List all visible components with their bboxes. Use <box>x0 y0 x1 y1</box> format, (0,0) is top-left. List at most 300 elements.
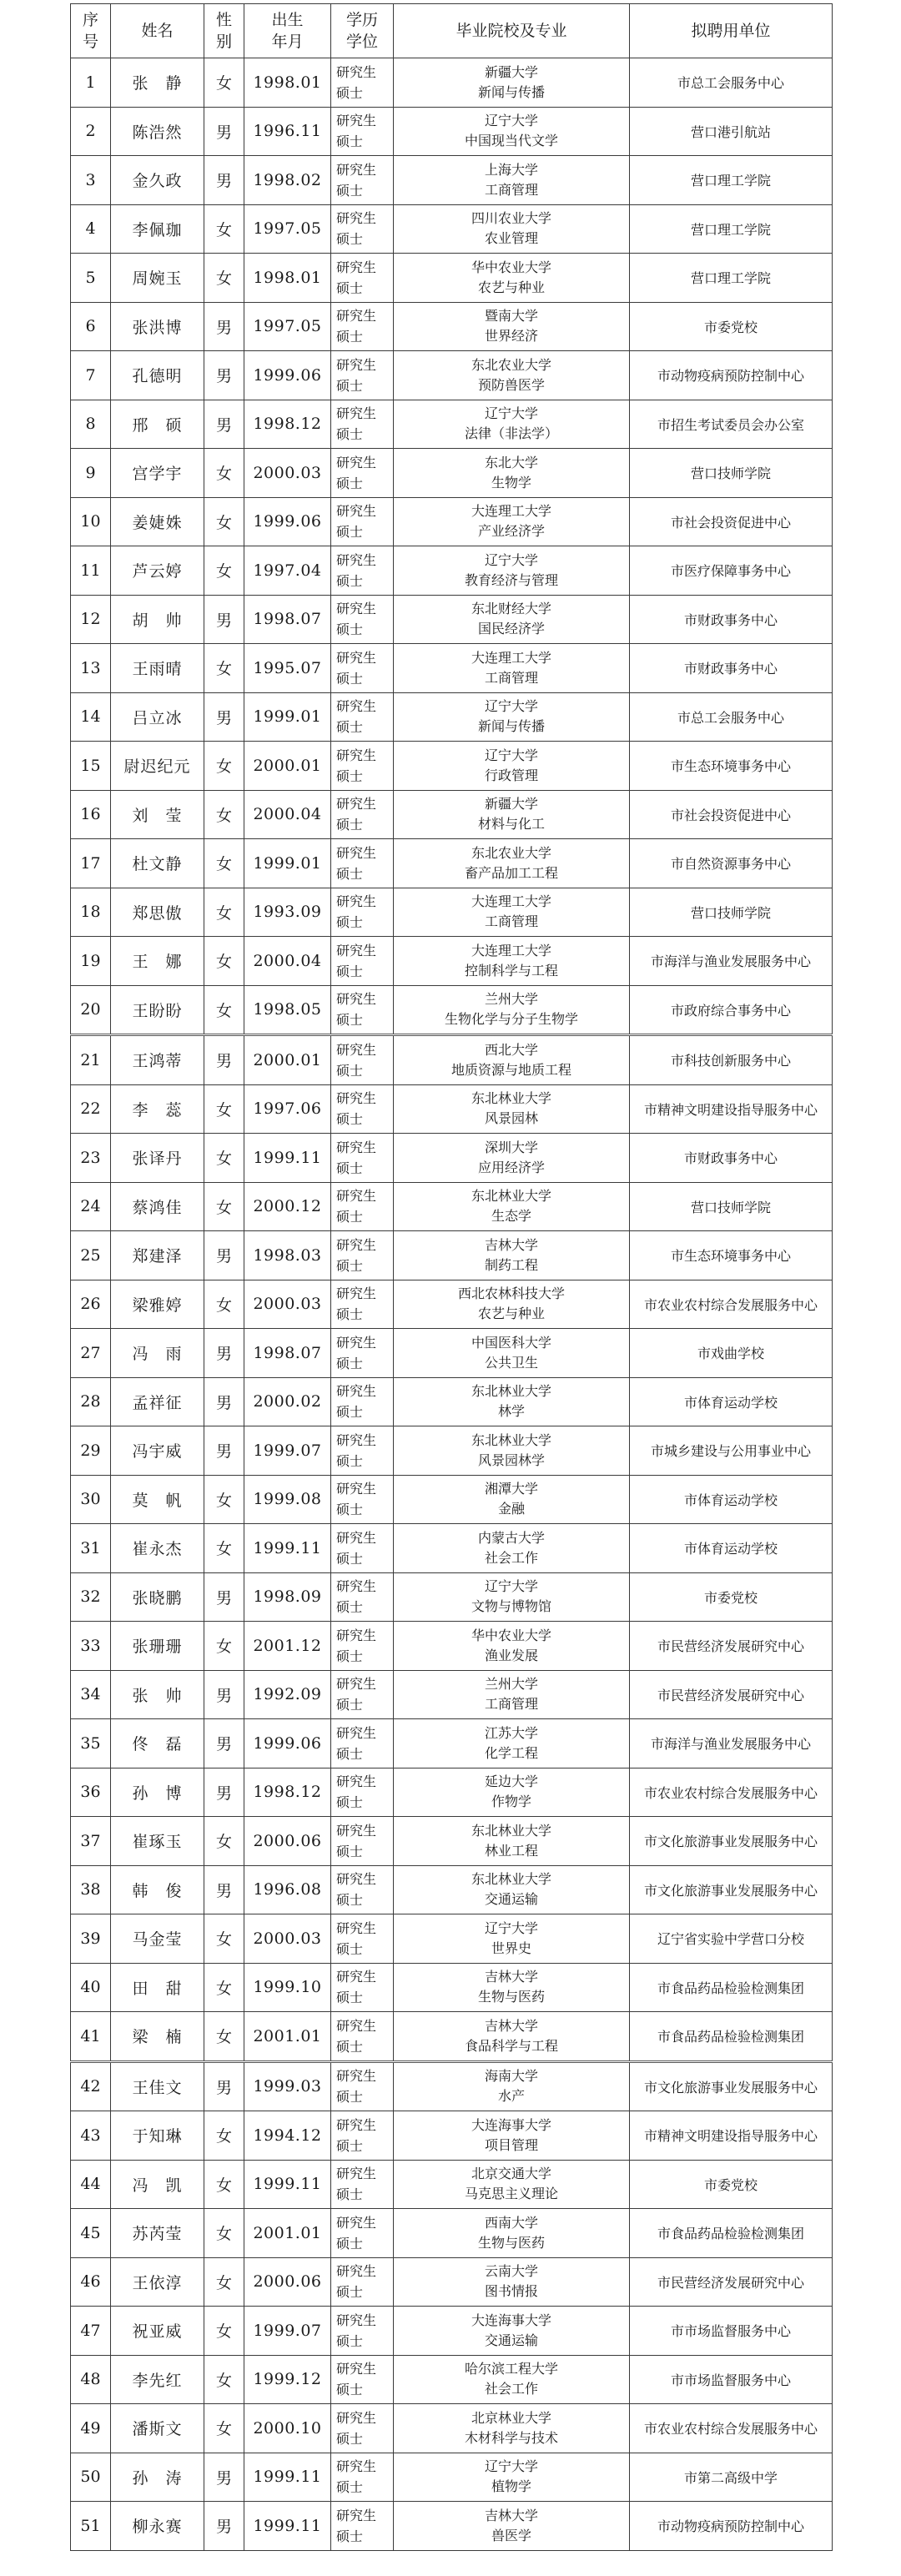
school-name: 新疆大学 <box>484 63 538 80</box>
education-level: 研究生 <box>336 113 377 129</box>
table-row <box>71 254 833 303</box>
school-name: 辽宁大学 <box>484 1578 538 1595</box>
education-level: 研究生 <box>336 1090 377 1107</box>
school-name: 西北大学 <box>484 1041 538 1058</box>
birth-month: 2000.02 <box>244 1377 331 1426</box>
education-level: 研究生 <box>336 2214 377 2231</box>
row-number: 49 <box>71 2404 111 2453</box>
degree-level: 硕士 <box>336 1648 364 1664</box>
school-and-major <box>394 595 630 644</box>
hiring-unit: 市生态环境事务中心 <box>630 1231 833 1280</box>
hiring-unit: 市民营经济发展研究中心 <box>630 2257 833 2307</box>
row-number: 51 <box>71 2502 111 2551</box>
school-name: 辽宁大学 <box>484 551 538 568</box>
school-name: 吉林大学 <box>484 2507 538 2523</box>
candidate-name: 王依淳 <box>111 2257 204 2307</box>
education-level: 研究生 <box>336 2361 377 2377</box>
table-row <box>71 2111 833 2161</box>
school-name: 东北财经大学 <box>471 601 551 617</box>
candidate-name: 王雨晴 <box>111 644 204 693</box>
table-row <box>71 497 833 546</box>
table-row <box>71 400 833 449</box>
education-degree <box>331 254 394 303</box>
candidate-sex: 女 <box>204 2209 244 2258</box>
degree-level: 硕士 <box>336 914 364 931</box>
candidate-name: 张译丹 <box>111 1134 204 1183</box>
degree-level: 硕士 <box>336 572 364 589</box>
hiring-unit: 市社会投资促进中心 <box>630 497 833 546</box>
candidate-name: 孔德明 <box>111 351 204 400</box>
hiring-unit: 市戏曲学校 <box>630 1329 833 1378</box>
degree-level: 硕士 <box>336 2186 364 2203</box>
degree-level: 硕士 <box>336 1160 364 1176</box>
major-name: 食品科学与工程 <box>464 2037 558 2054</box>
education-level: 研究生 <box>336 942 377 958</box>
table-row <box>71 692 833 742</box>
education-degree <box>331 1182 394 1231</box>
school-and-major <box>394 790 630 839</box>
table-row <box>71 1768 833 1817</box>
major-name: 文物与博物馆 <box>471 1598 551 1615</box>
school-and-major <box>394 1817 630 1866</box>
candidate-sex: 男 <box>204 1719 244 1768</box>
table-body <box>71 58 833 2551</box>
education-degree <box>331 2012 394 2062</box>
birth-month: 1998.05 <box>244 985 331 1035</box>
school-and-major <box>394 156 630 205</box>
degree-level: 硕士 <box>336 2332 364 2349</box>
birth-month: 1997.05 <box>244 204 331 254</box>
education-degree <box>331 1377 394 1426</box>
school-and-major <box>394 985 630 1035</box>
candidate-sex: 男 <box>204 107 244 156</box>
birth-month: 2000.01 <box>244 742 331 791</box>
education-level: 研究生 <box>336 601 377 617</box>
hiring-unit: 市委党校 <box>630 1572 833 1622</box>
education-level: 研究生 <box>336 2458 377 2475</box>
birth-month: 1998.12 <box>244 1768 331 1817</box>
candidate-sex: 男 <box>204 156 244 205</box>
school-and-major <box>394 2012 630 2062</box>
school-name: 深圳大学 <box>484 1139 538 1155</box>
candidate-sex: 女 <box>204 790 244 839</box>
hiring-unit: 市生态环境事务中心 <box>630 742 833 791</box>
education-level: 研究生 <box>336 2116 377 2133</box>
education-degree <box>331 985 394 1035</box>
degree-level: 硕士 <box>336 182 364 199</box>
hiring-unit: 市海洋与渔业发展服务中心 <box>630 1719 833 1768</box>
candidate-sex: 女 <box>204 1134 244 1183</box>
degree-level: 硕士 <box>336 1306 364 1323</box>
education-degree <box>331 156 394 205</box>
table-row <box>71 58 833 108</box>
hiring-unit: 市动物疫病预防控制中心 <box>630 351 833 400</box>
school-and-major <box>394 1670 630 1719</box>
candidate-sex: 男 <box>204 1377 244 1426</box>
school-and-major <box>394 204 630 254</box>
birth-month: 2001.12 <box>244 1622 331 1671</box>
birth-month: 1997.06 <box>244 1084 331 1134</box>
major-name: 生物与医药 <box>477 1989 545 2005</box>
row-number: 45 <box>71 2209 111 2258</box>
candidate-name: 冯 雨 <box>111 1329 204 1378</box>
row-number: 21 <box>71 1035 111 1085</box>
table-row <box>71 1475 833 1524</box>
school-and-major <box>394 449 630 498</box>
education-degree <box>331 1865 394 1914</box>
candidate-name: 冯 凯 <box>111 2160 204 2209</box>
school-name: 北京林业大学 <box>471 2409 551 2426</box>
table-row <box>71 2307 833 2356</box>
hiring-unit: 市招生考试委员会办公室 <box>630 400 833 449</box>
school-name: 内蒙古大学 <box>477 1529 545 1546</box>
education-degree <box>331 742 394 791</box>
school-name: 大连理工大学 <box>471 503 551 520</box>
degree-level: 硕士 <box>336 2528 364 2544</box>
major-name: 材料与化工 <box>477 816 545 833</box>
major-name: 图书情报 <box>484 2283 538 2300</box>
education-degree <box>331 497 394 546</box>
education-level: 研究生 <box>336 1334 377 1351</box>
row-number: 23 <box>71 1134 111 1183</box>
education-degree <box>331 1524 394 1573</box>
education-degree <box>331 351 394 400</box>
hiring-unit: 市体育运动学校 <box>630 1377 833 1426</box>
school-and-major <box>394 644 630 693</box>
row-number: 40 <box>71 1963 111 2012</box>
birth-month: 1999.06 <box>244 351 331 400</box>
hiring-unit: 市体育运动学校 <box>630 1475 833 1524</box>
hiring-unit: 市食品药品检验检测集团 <box>630 2012 833 2062</box>
education-degree <box>331 58 394 108</box>
education-degree <box>331 449 394 498</box>
education-level: 研究生 <box>336 210 377 227</box>
row-number: 2 <box>71 107 111 156</box>
table-row <box>71 1426 833 1476</box>
candidate-sex: 男 <box>204 1670 244 1719</box>
candidate-sex: 男 <box>204 2061 244 2111</box>
table-row <box>71 1719 833 1768</box>
school-and-major <box>394 302 630 351</box>
major-name: 世界史 <box>491 1940 531 1956</box>
row-number: 36 <box>71 1768 111 1817</box>
school-name: 大连理工大学 <box>471 942 551 958</box>
degree-level: 硕士 <box>336 1452 364 1469</box>
birth-month: 2000.04 <box>244 790 331 839</box>
degree-level: 硕士 <box>336 524 364 541</box>
education-level: 研究生 <box>336 2312 377 2328</box>
candidate-name: 刘 莹 <box>111 790 204 839</box>
education-level: 研究生 <box>336 2068 377 2085</box>
hiring-unit: 市农业农村综合发展服务中心 <box>630 1768 833 1817</box>
education-level: 研究生 <box>336 2507 377 2523</box>
candidate-sex: 女 <box>204 1182 244 1231</box>
table-row <box>71 1914 833 1964</box>
hiring-unit: 市市场监督服务中心 <box>630 2355 833 2404</box>
candidate-name: 于知琳 <box>111 2111 204 2161</box>
candidate-name: 周婉玉 <box>111 254 204 303</box>
row-number: 44 <box>71 2160 111 2209</box>
table-row <box>71 742 833 791</box>
school-and-major <box>394 1377 630 1426</box>
school-and-major <box>394 351 630 400</box>
education-level: 研究生 <box>336 308 377 325</box>
candidate-name: 梁雅婷 <box>111 1280 204 1329</box>
candidate-name: 郑思傲 <box>111 888 204 937</box>
degree-level: 硕士 <box>336 133 364 150</box>
school-name: 东北林业大学 <box>471 1188 551 1205</box>
table-row <box>71 449 833 498</box>
candidate-sex: 男 <box>204 400 244 449</box>
birth-month: 1998.01 <box>244 254 331 303</box>
education-level: 研究生 <box>336 991 377 1008</box>
hiring-unit: 辽宁省实验中学营口分校 <box>630 1914 833 1964</box>
candidate-sex: 女 <box>204 1475 244 1524</box>
major-name: 世界经济 <box>484 328 538 345</box>
table-row <box>71 1377 833 1426</box>
row-number: 34 <box>71 1670 111 1719</box>
education-level: 研究生 <box>336 2166 377 2182</box>
major-name: 国民经济学 <box>477 621 545 637</box>
candidate-name: 崔永杰 <box>111 1524 204 1573</box>
school-name: 东北林业大学 <box>471 1383 551 1400</box>
birth-month: 2000.03 <box>244 1914 331 1964</box>
table-row <box>71 1280 833 1329</box>
row-number: 43 <box>71 2111 111 2161</box>
row-number: 32 <box>71 1572 111 1622</box>
table-row <box>71 302 833 351</box>
candidate-name: 杜文静 <box>111 839 204 888</box>
birth-month: 1999.11 <box>244 1524 331 1573</box>
hiring-unit: 市委党校 <box>630 302 833 351</box>
education-degree <box>331 2111 394 2161</box>
row-number: 11 <box>71 546 111 596</box>
degree-level: 硕士 <box>336 1892 364 1909</box>
school-and-major <box>394 937 630 986</box>
major-name: 风景园林学 <box>477 1452 545 1468</box>
education-level: 研究生 <box>336 893 377 910</box>
major-name: 应用经济学 <box>477 1159 545 1175</box>
education-level: 研究生 <box>336 1041 377 1058</box>
major-name: 预防兽医学 <box>477 376 545 393</box>
school-and-major <box>394 1329 630 1378</box>
school-name: 四川农业大学 <box>471 210 551 227</box>
candidate-name: 潘斯文 <box>111 2404 204 2453</box>
candidate-sex: 女 <box>204 1963 244 2012</box>
education-degree <box>331 1280 394 1329</box>
major-name: 法律（非法学） <box>464 425 558 442</box>
major-name: 兽医学 <box>491 2527 531 2543</box>
row-number: 3 <box>71 156 111 205</box>
row-number: 19 <box>71 937 111 986</box>
education-level: 研究生 <box>336 1139 377 1155</box>
school-name: 中国医科大学 <box>471 1334 551 1351</box>
major-name: 林业工程 <box>484 1842 538 1859</box>
candidate-name: 尉迟纪元 <box>111 742 204 791</box>
degree-level: 硕士 <box>336 1404 364 1421</box>
birth-month: 1993.09 <box>244 888 331 937</box>
school-and-major <box>394 497 630 546</box>
candidate-sex: 男 <box>204 351 244 400</box>
education-degree <box>331 1426 394 1476</box>
candidate-sex: 女 <box>204 1914 244 1964</box>
school-name: 新疆大学 <box>484 796 538 813</box>
major-name: 社会工作 <box>484 1549 538 1566</box>
school-name: 吉林大学 <box>484 1969 538 1985</box>
hiring-unit: 市总工会服务中心 <box>630 58 833 108</box>
school-name: 华中农业大学 <box>471 1627 551 1643</box>
row-number: 50 <box>71 2453 111 2502</box>
degree-level: 硕士 <box>336 2038 364 2055</box>
education-level: 研究生 <box>336 1627 377 1643</box>
hiring-unit: 市体育运动学校 <box>630 1524 833 1573</box>
degree-level: 硕士 <box>336 1940 364 1957</box>
degree-level: 硕士 <box>336 865 364 882</box>
major-name: 行政管理 <box>484 767 538 783</box>
candidate-name: 孟祥征 <box>111 1377 204 1426</box>
hiring-unit: 市市场监督服务中心 <box>630 2307 833 2356</box>
school-and-major <box>394 1622 630 1671</box>
birth-month: 1999.01 <box>244 839 331 888</box>
school-and-major <box>394 546 630 596</box>
birth-month: 2000.10 <box>244 2404 331 2453</box>
degree-level: 硕士 <box>336 2479 364 2496</box>
school-name: 辽宁大学 <box>484 1919 538 1936</box>
education-level: 研究生 <box>336 405 377 422</box>
row-number: 22 <box>71 1084 111 1134</box>
education-level: 研究生 <box>336 161 377 178</box>
header-sex: 性 别 <box>204 4 244 58</box>
table-row <box>71 1963 833 2012</box>
table-row <box>71 985 833 1035</box>
school-and-major <box>394 1914 630 1964</box>
school-name: 东北林业大学 <box>471 1871 551 1888</box>
candidate-name: 芦云婷 <box>111 546 204 596</box>
candidate-name: 张洪博 <box>111 302 204 351</box>
table-row <box>71 2453 833 2502</box>
major-name: 水产 <box>497 2088 525 2105</box>
hiring-unit: 市文化旅游事业发展服务中心 <box>630 1817 833 1866</box>
major-name: 工商管理 <box>484 669 538 686</box>
education-degree <box>331 2453 394 2502</box>
degree-level: 硕士 <box>336 377 364 394</box>
row-number: 29 <box>71 1426 111 1476</box>
candidate-sex: 男 <box>204 302 244 351</box>
candidate-sex: 男 <box>204 1572 244 1622</box>
candidate-sex: 女 <box>204 204 244 254</box>
candidate-name: 孙 博 <box>111 1768 204 1817</box>
candidate-sex: 女 <box>204 1817 244 1866</box>
education-level: 研究生 <box>336 1969 377 1985</box>
school-name: 大连海事大学 <box>471 2312 551 2328</box>
candidate-sex: 女 <box>204 2307 244 2356</box>
table-row <box>71 1622 833 1671</box>
education-degree <box>331 1084 394 1134</box>
candidate-name: 张珊珊 <box>111 1622 204 1671</box>
birth-month: 1999.06 <box>244 1719 331 1768</box>
birth-month: 1999.11 <box>244 2453 331 2502</box>
degree-level: 硕士 <box>336 767 364 784</box>
header-school-major: 毕业院校及专业 <box>394 4 630 58</box>
row-number: 42 <box>71 2061 111 2111</box>
major-name: 生物化学与分子生物学 <box>444 1011 578 1028</box>
candidate-sex: 女 <box>204 839 244 888</box>
birth-month: 1998.07 <box>244 1329 331 1378</box>
education-degree <box>331 1914 394 1964</box>
candidate-sex: 女 <box>204 2257 244 2307</box>
candidate-sex: 男 <box>204 1035 244 1085</box>
education-level: 研究生 <box>336 796 377 813</box>
hiring-unit: 市精神文明建设指导服务中心 <box>630 1084 833 1134</box>
birth-month: 1999.07 <box>244 2307 331 2356</box>
birth-month: 1999.07 <box>244 1426 331 1476</box>
hiring-unit: 市文化旅游事业发展服务中心 <box>630 1865 833 1914</box>
education-degree <box>331 2355 394 2404</box>
education-degree <box>331 644 394 693</box>
degree-level: 硕士 <box>336 2430 364 2447</box>
education-level: 研究生 <box>336 698 377 715</box>
hiring-unit: 市第二高级中学 <box>630 2453 833 2502</box>
table-row <box>71 1524 833 1573</box>
hiring-unit: 市科技创新服务中心 <box>630 1035 833 1085</box>
school-and-major <box>394 1280 630 1329</box>
school-and-major <box>394 1035 630 1085</box>
header-row <box>71 4 833 58</box>
candidate-name: 金久政 <box>111 156 204 205</box>
education-degree <box>331 1572 394 1622</box>
candidate-sex: 女 <box>204 2012 244 2062</box>
school-and-major <box>394 254 630 303</box>
school-and-major <box>394 742 630 791</box>
major-name: 社会工作 <box>484 2381 538 2397</box>
degree-level: 硕士 <box>336 1599 364 1616</box>
candidate-name: 宫学宇 <box>111 449 204 498</box>
school-and-major <box>394 2404 630 2453</box>
hiring-unit: 营口理工学院 <box>630 204 833 254</box>
school-name: 云南大学 <box>484 2263 538 2280</box>
education-degree <box>331 1963 394 2012</box>
row-number: 25 <box>71 1231 111 1280</box>
school-name: 东北农业大学 <box>471 844 551 861</box>
education-level: 研究生 <box>336 63 377 80</box>
degree-level: 硕士 <box>336 1111 364 1128</box>
table-row <box>71 2502 833 2551</box>
degree-level: 硕士 <box>336 1550 364 1567</box>
table-row <box>71 888 833 937</box>
table-row <box>71 1572 833 1622</box>
row-number: 41 <box>71 2012 111 2062</box>
candidate-name: 苏芮莹 <box>111 2209 204 2258</box>
education-degree <box>331 2209 394 2258</box>
degree-level: 硕士 <box>336 2137 364 2154</box>
header-birth: 出生 年月 <box>244 4 331 58</box>
school-and-major <box>394 1475 630 1524</box>
hiring-unit: 营口技师学院 <box>630 888 833 937</box>
education-degree <box>331 790 394 839</box>
table-row <box>71 1084 833 1134</box>
hiring-unit: 市动物疫病预防控制中心 <box>630 2502 833 2551</box>
education-degree <box>331 839 394 888</box>
table-row <box>71 2061 833 2111</box>
birth-month: 1999.08 <box>244 1475 331 1524</box>
table-row <box>71 2012 833 2062</box>
table-row <box>71 595 833 644</box>
birth-month: 1999.10 <box>244 1963 331 2012</box>
school-name: 辽宁大学 <box>484 405 538 422</box>
hiring-unit: 市海洋与渔业发展服务中心 <box>630 937 833 986</box>
hiring-unit: 市委党校 <box>630 2160 833 2209</box>
major-name: 化学工程 <box>484 1744 538 1761</box>
